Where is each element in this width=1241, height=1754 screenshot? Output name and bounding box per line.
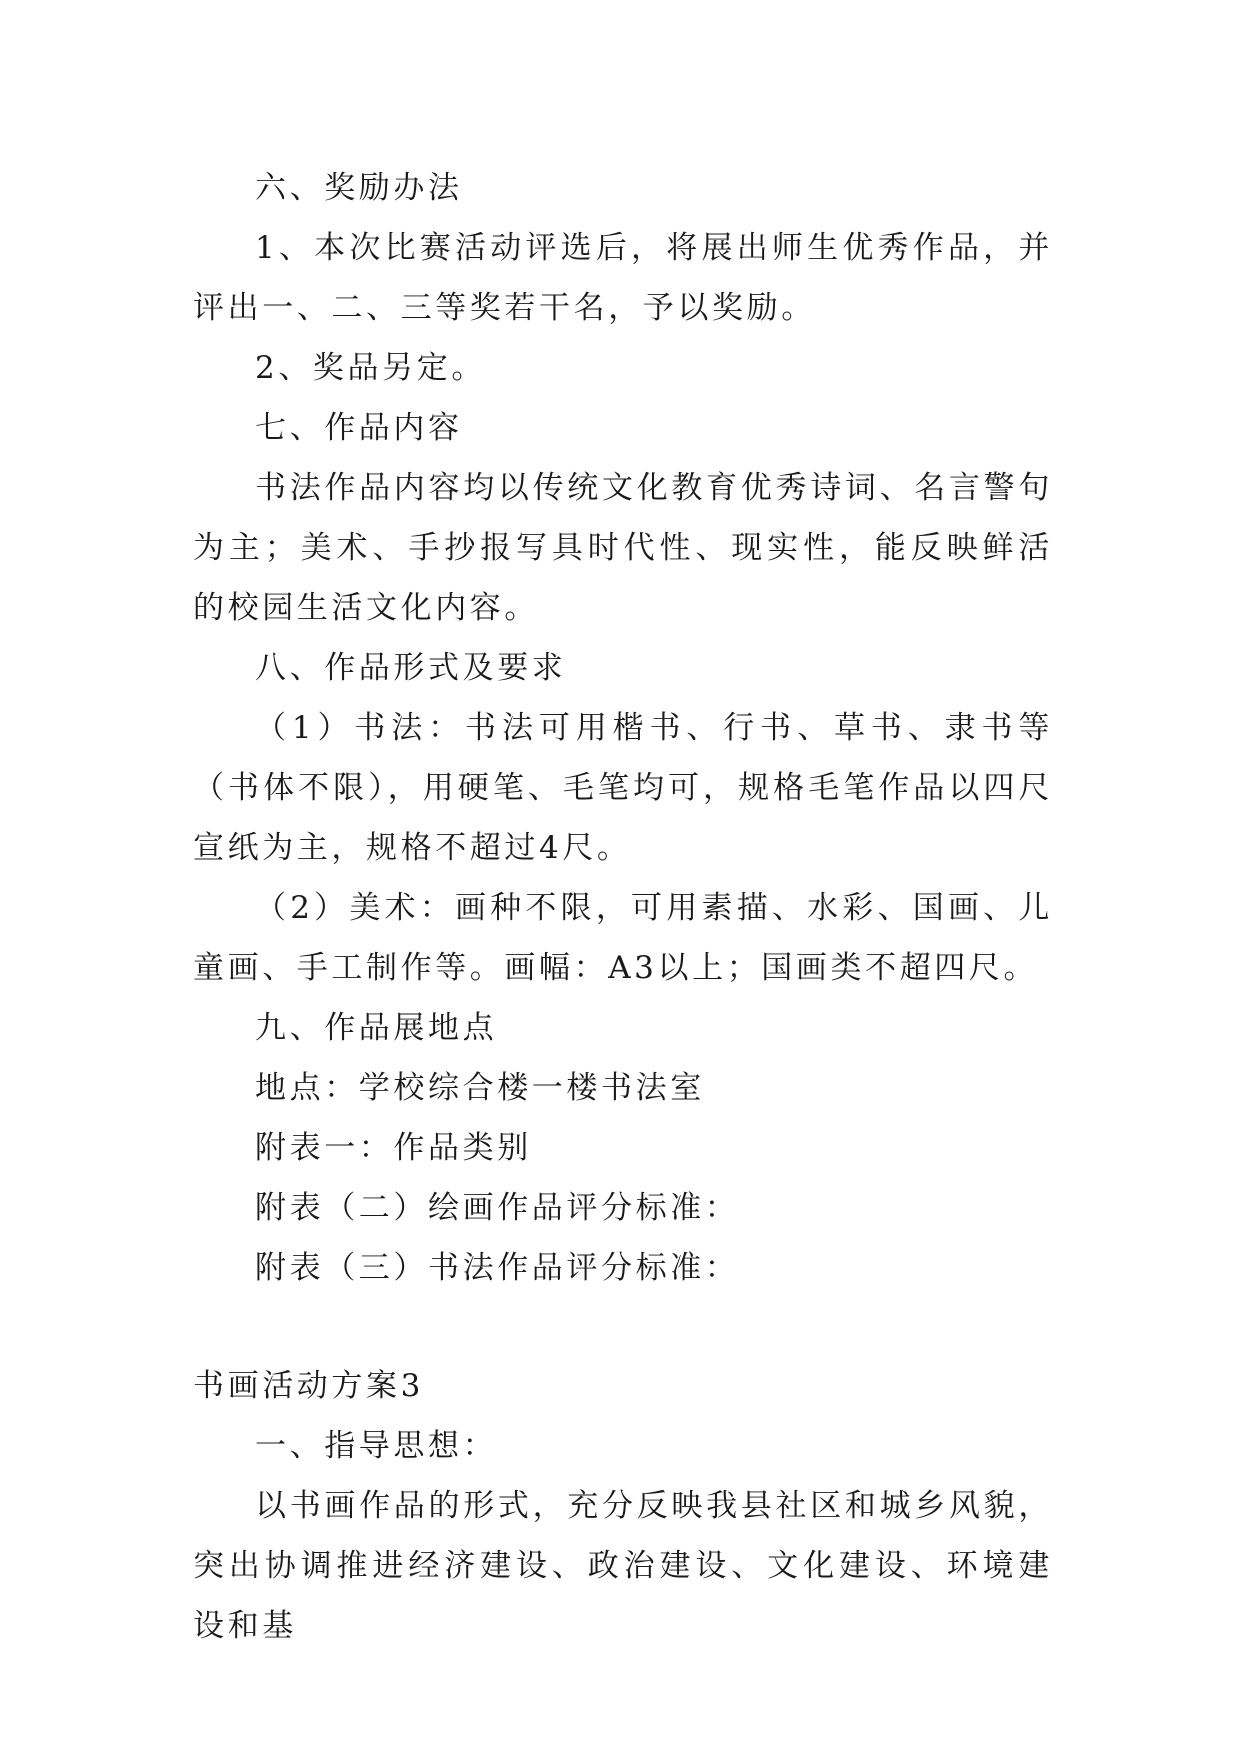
document-body [193,158,1053,1656]
section-heading-rewards: 六、奖励办法 [255,170,463,206]
appendix-3: 附表（三）书法作品评分标准： [255,1250,740,1286]
document-title: 书画活动方案3 [193,1368,424,1404]
section-heading-content: 七、作品内容 [255,410,463,446]
format-item-calligraphy: （1）书法：书法可用楷书、行书、草书、隶书等（书体不限），用硬笔、毛笔均可，规格毛笔作品以四尺宣纸为主，规格不超过4尺。 [193,710,1053,866]
appendix-1: 附表一：作品类别 [255,1130,532,1166]
content-paragraph: 书法作品内容均以传统文化教育优秀诗词、名言警句为主；美术、手抄报写具时代性、现实性，能反映鲜活的校园生活文化内容。 [193,470,1053,626]
format-item-art: （2）美术：画种不限，可用素描、水彩、国画、儿童画、手工制作等。画幅：A3以上；国画类不超四尺。 [193,890,1053,986]
venue-location: 地点：学校综合楼一楼书法室 [255,1070,705,1106]
rewards-item-2: 2、奖品另定。 [255,350,486,386]
rewards-item-1: 1、本次比赛活动评选后，将展出师生优秀作品，并评出一、二、三等奖若干名，予以奖励。 [193,230,1053,326]
appendix-2: 附表（二）绘画作品评分标准： [255,1190,740,1226]
section-heading-format: 八、作品形式及要求 [255,650,567,686]
guiding-paragraph: 以书画作品的形式，充分反映我县社区和城乡风貌，突出协调推进经济建设、政治建设、文化建设、环境建设和基 [193,1488,1053,1644]
section-heading-venue: 九、作品展地点 [255,1010,498,1046]
section-heading-guiding: 一、指导思想： [255,1428,498,1464]
